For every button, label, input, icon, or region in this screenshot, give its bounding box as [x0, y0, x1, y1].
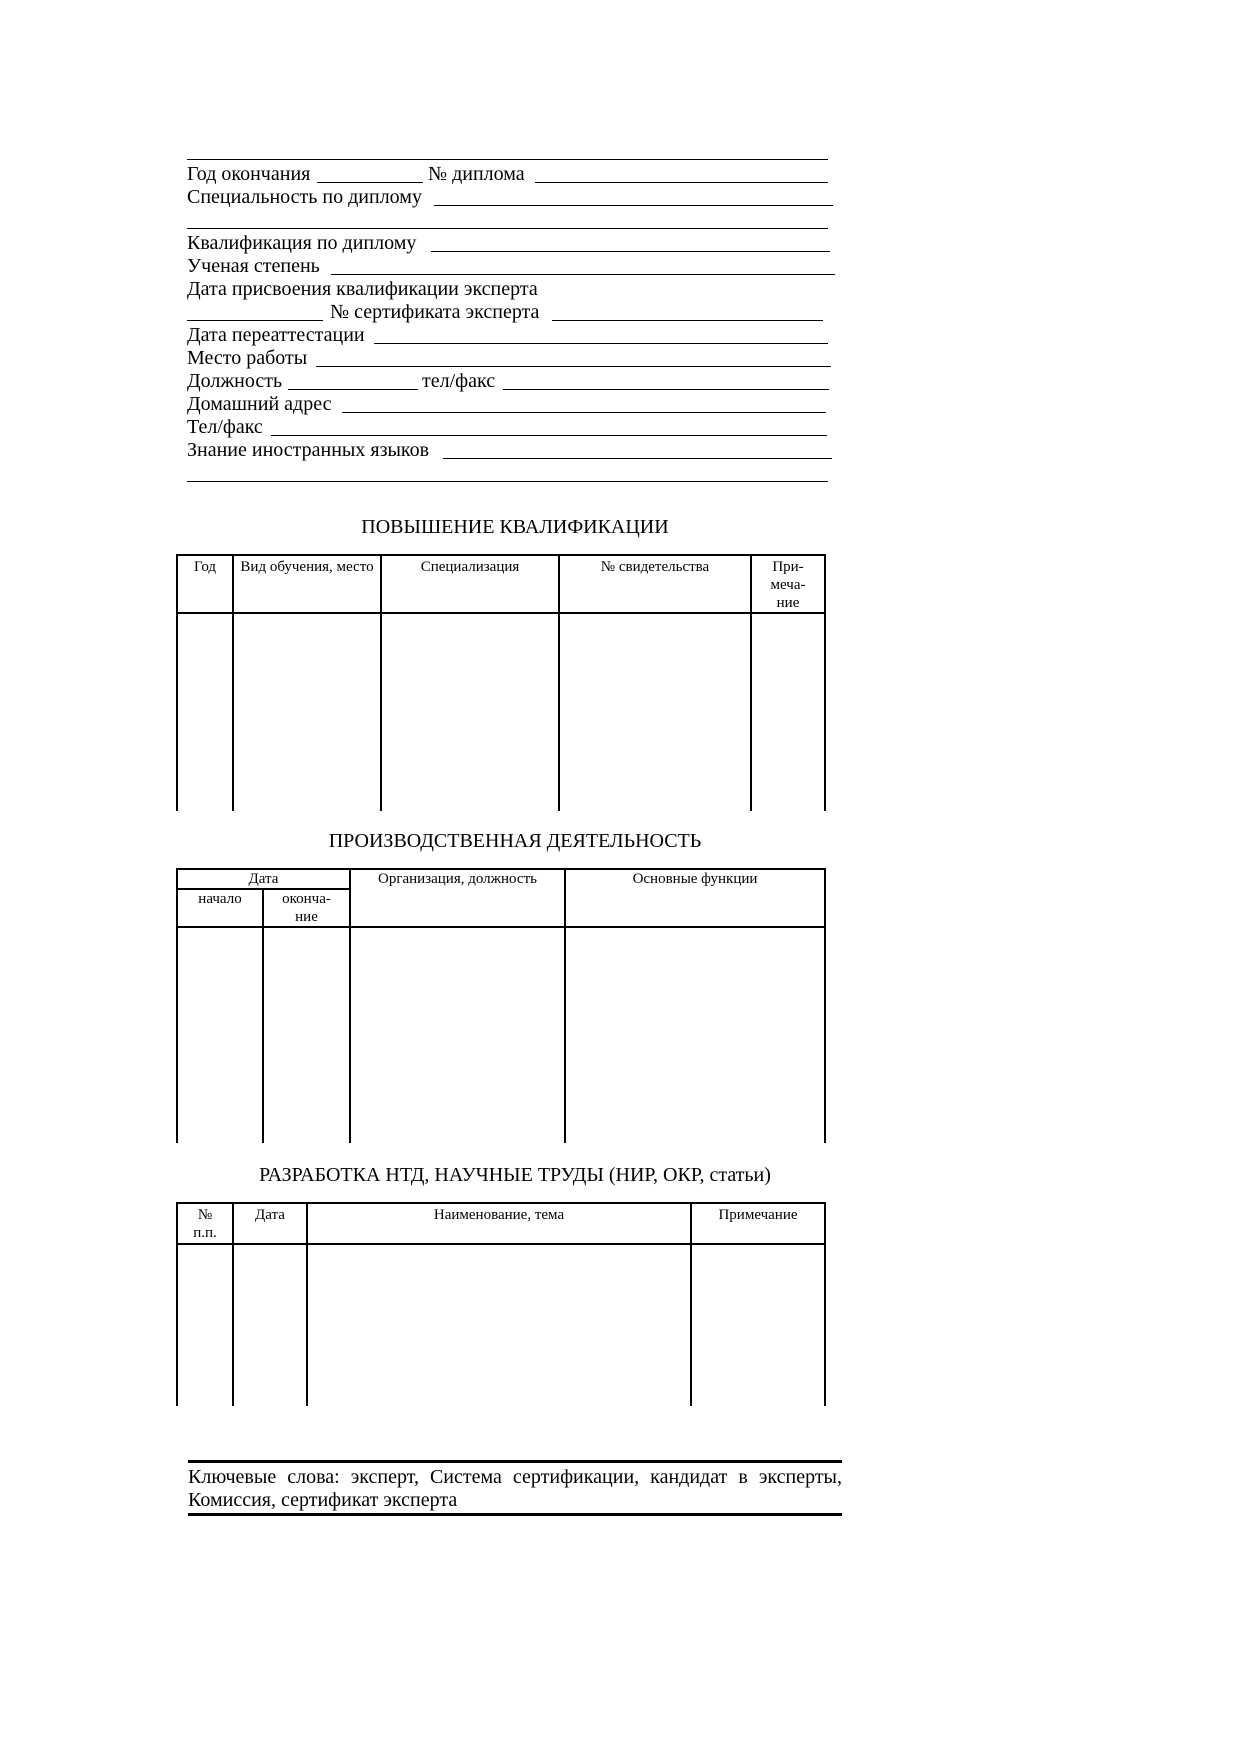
col-header-end: оконча-ние	[263, 889, 350, 927]
languages-line	[187, 439, 839, 462]
table-cell[interactable]	[751, 613, 825, 811]
col-header-certificate-no: № свидетельства	[559, 555, 751, 613]
specialty-label: Специальность по диплому	[187, 186, 422, 208]
table-row[interactable]	[177, 927, 825, 1143]
table-cell[interactable]	[381, 613, 559, 811]
table-row[interactable]	[177, 1244, 825, 1406]
home-address-field[interactable]	[342, 393, 826, 413]
research-title: РАЗРАБОТКА НТД, НАУЧНЫЕ ТРУДЫ (НИР, ОКР, статьи)	[259, 1164, 771, 1186]
grad-year-field[interactable]	[317, 163, 423, 183]
workplace-field[interactable]	[316, 347, 831, 367]
col-header-year: Год	[177, 555, 233, 613]
home-address-line	[187, 393, 839, 416]
table-header-row	[177, 1203, 825, 1244]
diploma-no-label: № диплома	[428, 163, 525, 185]
phone-field[interactable]	[503, 370, 829, 390]
expert-date-label: Дата присвоения квалификации эксперта	[187, 278, 538, 300]
table-cell[interactable]	[263, 927, 350, 1143]
recert-line	[187, 324, 839, 347]
col-header-functions: Основные функции	[565, 869, 825, 927]
phone-label: тел/факс	[422, 370, 496, 392]
table-cell[interactable]	[565, 927, 825, 1143]
table-cell[interactable]	[691, 1244, 825, 1406]
position-field[interactable]	[288, 370, 418, 390]
table-cell[interactable]	[177, 927, 263, 1143]
languages-label: Знание иностранных языков	[187, 439, 430, 461]
certificate-no-label: № сертификата эксперта	[330, 301, 540, 323]
table-cell[interactable]	[233, 1244, 307, 1406]
telfax-field[interactable]	[271, 416, 827, 436]
production-table	[176, 868, 826, 1143]
table-cell[interactable]	[307, 1244, 691, 1406]
recert-label: Дата переаттестации	[187, 324, 365, 346]
table-cell[interactable]	[559, 613, 751, 811]
degree-line	[187, 255, 839, 278]
table-header-row	[177, 555, 825, 613]
table-cell[interactable]	[350, 927, 565, 1143]
col-header-date: Дата	[177, 869, 350, 889]
position-label: Должность	[187, 370, 283, 392]
grad-year-label: Год окончания	[187, 163, 311, 185]
col-header-specialization: Специализация	[381, 555, 559, 613]
certificate-no-field[interactable]	[552, 301, 823, 321]
blank-line[interactable]	[187, 209, 839, 232]
blank-line[interactable]	[187, 462, 839, 485]
specialty-line	[187, 186, 839, 209]
degree-label: Ученая степень	[187, 255, 320, 277]
col-header-note: Примечание	[691, 1203, 825, 1244]
production-title: ПРОИЗВОДСТВЕННАЯ ДЕЯТЕЛЬНОСТЬ	[328, 830, 702, 852]
blank-line[interactable]	[187, 140, 839, 163]
degree-field[interactable]	[331, 255, 835, 275]
qualification-field[interactable]	[431, 232, 830, 252]
table-cell[interactable]	[233, 613, 381, 811]
col-header-note: При-меча-ние	[751, 555, 825, 613]
qualification-label: Квалификация по диплому	[187, 232, 417, 254]
qualification-line	[187, 232, 839, 255]
keywords-box: Ключевые слова: эксперт, Система сертификации, кандидат в эксперты, Комиссия, сертификат эксперта	[188, 1460, 842, 1516]
table-cell[interactable]	[177, 613, 233, 811]
telfax-label: Тел/факс	[187, 416, 263, 438]
research-table	[176, 1202, 826, 1406]
col-header-start: начало	[177, 889, 263, 927]
certificate-line	[187, 301, 839, 324]
col-header-organization: Организация, должность	[350, 869, 565, 927]
telfax-line	[187, 416, 839, 439]
expert-date-field[interactable]	[187, 301, 323, 321]
home-address-label: Домашний адрес	[187, 393, 332, 415]
recert-field[interactable]	[374, 324, 828, 344]
qualification-table	[176, 554, 826, 811]
table-header-row	[177, 869, 825, 889]
position-line	[187, 370, 839, 393]
diploma-no-field[interactable]	[535, 163, 828, 183]
workplace-line	[187, 347, 839, 370]
col-header-title: Наименование, тема	[307, 1203, 691, 1244]
expert-date-line	[187, 278, 839, 301]
specialty-field[interactable]	[434, 186, 833, 206]
expert-info-form	[187, 140, 839, 485]
workplace-label: Место работы	[187, 347, 308, 369]
languages-field[interactable]	[443, 439, 832, 459]
table-row[interactable]	[177, 613, 825, 811]
col-header-study-type: Вид обучения, место	[233, 555, 381, 613]
col-header-date: Дата	[233, 1203, 307, 1244]
qualification-title: ПОВЫШЕНИЕ КВАЛИФИКАЦИИ	[361, 516, 669, 538]
table-cell[interactable]	[177, 1244, 233, 1406]
graduation-line	[187, 163, 839, 186]
col-header-number: № п.п.	[177, 1203, 233, 1244]
